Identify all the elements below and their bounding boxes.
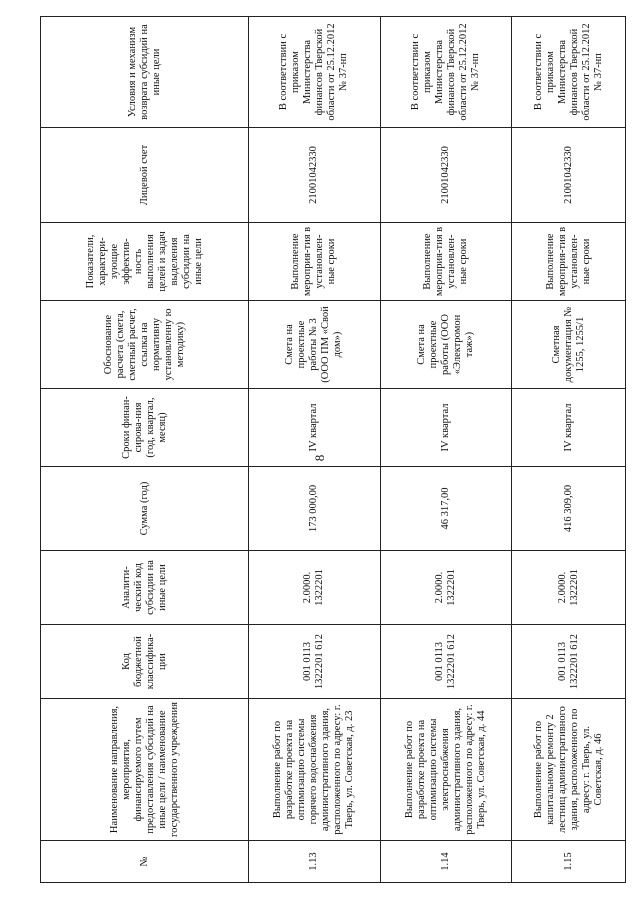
- row-period: IV квартал: [249, 389, 381, 467]
- header-sum: Сумма (год): [41, 467, 249, 551]
- row-account: 21001042330: [249, 128, 381, 223]
- row-sum: 416 309,00: [512, 467, 626, 551]
- row-analytic: 2.0000. 1322201: [249, 551, 381, 625]
- row-name: Выполнение работ по разработке проекта на оптимизацию системы горячего водоснабжения административного здания, расположенного по адресу: г. Тверь, ул. Советская, д. 23: [249, 699, 381, 841]
- row-period: IV квартал: [380, 389, 512, 467]
- row-sum: 46 317,00: [380, 467, 512, 551]
- row-code: 001 0113 1322201 612: [249, 625, 381, 699]
- row-analytic: 2.0000. 1322201: [380, 551, 512, 625]
- header-period: Сроки финан-сирова-ния (год, квартал, месяц): [41, 389, 249, 467]
- table-row: [512, 17, 626, 883]
- row-analytic: 2.0000. 1322201: [512, 551, 626, 625]
- row-basis: Смета на проектные работы № 3 (ООО ПМ «Свой дом»): [249, 301, 381, 389]
- table-row: [380, 17, 512, 883]
- header-basis: Обоснование расчета (смета, сметный расчет, ссылка на нормативну установленну ю методику): [41, 301, 249, 389]
- row-conditions: В соответствии с приказом Министерства финансов Тверской области от 25.12.2012 № 37-нп: [380, 17, 512, 128]
- table-row: [249, 17, 381, 883]
- row-conditions: В соответствии с приказом Министерства финансов Тверской области от 25.12.2012 № 37-нп: [249, 17, 381, 128]
- header-indicators: Показатели, характери-зующие эффектив-ность выполнения целей и задач выделения субсидии на иные цели: [41, 223, 249, 301]
- row-sum: 173 000,00: [249, 467, 381, 551]
- header-account: Лицевой счет: [41, 128, 249, 223]
- row-name: Выполнение работ по разработке проекта на оптимизацию системы электроснабжения административного здания, расположенного по адресу: г. Тверь, ул. Советская, д. 44: [380, 699, 512, 841]
- row-indicators: Выполнение мероприя-тия в установлен-ные сроки: [249, 223, 381, 301]
- header-name: Наименование направления, мероприятия, финансируемого путем предоставления субсидий на иные цели / наименование государственного учреждения: [41, 699, 249, 841]
- page-number: 8: [312, 454, 327, 462]
- row-name: Выполнение работ по капитальному ремонту 2 лестниц административного здания, расположенного по адресу: г. Тверь, ул. Советская, д. 46: [512, 699, 626, 841]
- row-num: 1.14: [380, 841, 512, 883]
- row-account: 21001042330: [380, 128, 512, 223]
- header-analytic: Аналити-ческий код субсидии на иные цели: [41, 551, 249, 625]
- row-indicators: Выполнение мероприя-тия в установлен-ные сроки: [380, 223, 512, 301]
- row-indicators: Выполнение мероприя-тия в установлен-ные сроки: [512, 223, 626, 301]
- row-account: 21001042330: [512, 128, 626, 223]
- row-code: 001 0113 1322201 612: [380, 625, 512, 699]
- row-conditions: В соответствии с приказом Министерства финансов Тверской области от 25.12.2012 № 37-нп: [512, 17, 626, 128]
- row-code: 001 0113 1322201 612: [512, 625, 626, 699]
- table-header-row: [41, 17, 249, 883]
- row-period: IV квартал: [512, 389, 626, 467]
- row-num: 1.15: [512, 841, 626, 883]
- header-num: №: [41, 841, 249, 883]
- subsidy-table: [40, 16, 626, 883]
- row-basis: Сметная документация № 1255, 1255/1: [512, 301, 626, 389]
- rotated-table-wrapper: [40, 17, 626, 883]
- header-conditions: Условия и механизм возврата субсидий на иные цели: [41, 17, 249, 128]
- row-basis: Смета на проектные работы (ООО «Электромон таж»): [380, 301, 512, 389]
- row-num: 1.13: [249, 841, 381, 883]
- header-code: Код бюджетной классифика-ции: [41, 625, 249, 699]
